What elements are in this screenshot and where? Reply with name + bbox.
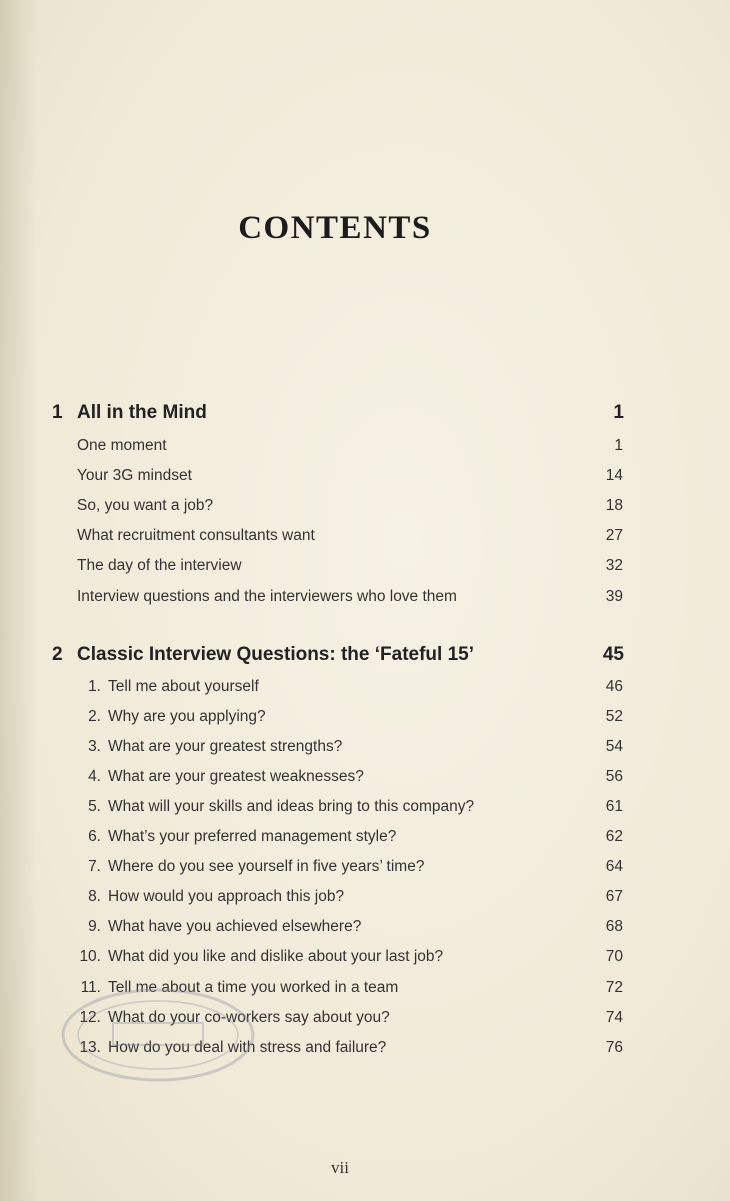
toc-entry [77, 979, 623, 1005]
entry-page: 1 [614, 437, 623, 454]
entry-title: What have you achieved elsewhere? [108, 918, 362, 935]
entry-page: 76 [605, 1039, 623, 1056]
entry-number: 8. [88, 888, 101, 905]
entry-title: Your 3G mindset [77, 467, 192, 484]
entry-page: 68 [605, 918, 623, 935]
entry-number: 12. [79, 1009, 101, 1026]
entry-title: How would you approach this job? [108, 888, 345, 905]
entry-number: 13. [79, 1039, 101, 1056]
entry-title: Where do you see yourself in five years’ time? [108, 858, 425, 875]
toc-entry [77, 678, 623, 704]
toc-entry [77, 708, 623, 734]
entry-number: 5. [88, 798, 101, 815]
entry-number: 3. [88, 738, 101, 755]
entry-number: 2. [88, 708, 101, 725]
page-number: vii [331, 1158, 349, 1177]
toc-entry [77, 948, 623, 974]
page-spine-shadow [0, 0, 38, 1201]
toc-entry [77, 437, 623, 463]
entry-title: What are your greatest weaknesses? [108, 768, 364, 785]
toc-entry [77, 798, 623, 824]
chapter-page: 1 [613, 402, 624, 423]
toc-entry [77, 527, 623, 553]
chapter-2-row [52, 644, 624, 674]
entry-page: 32 [605, 557, 623, 574]
entry-number: 7. [88, 858, 101, 875]
chapter-page: 45 [602, 644, 624, 665]
entry-title: What will your skills and ideas bring to this company? [108, 798, 475, 815]
chapter-1-row [52, 402, 624, 432]
toc-entry [77, 858, 623, 884]
entry-page: 46 [605, 678, 623, 695]
entry-title: Tell me about yourself [108, 678, 259, 695]
entry-number: 4. [88, 768, 101, 785]
entry-page: 64 [605, 858, 623, 875]
entry-page: 52 [605, 708, 623, 725]
entry-title: How do you deal with stress and failure? [108, 1039, 387, 1056]
entry-title: What do your co-workers say about you? [108, 1009, 390, 1026]
entry-page: 14 [605, 467, 623, 484]
entry-page: 18 [605, 497, 623, 514]
toc-entry [77, 1009, 623, 1035]
entry-number: 9. [88, 918, 101, 935]
toc-entry [77, 828, 623, 854]
entry-page: 39 [605, 588, 623, 605]
chapter-title: Classic Interview Questions: the ‘Fateful 15’ [77, 644, 475, 665]
entry-title: So, you want a job? [77, 497, 214, 514]
entry-page: 54 [605, 738, 623, 755]
toc-entry [77, 918, 623, 944]
chapter-title: All in the Mind [77, 402, 207, 423]
toc-entry [77, 557, 623, 583]
entry-number: 10. [79, 948, 101, 965]
entry-title: What are your greatest strengths? [108, 738, 343, 755]
toc-entry [77, 588, 623, 614]
entry-title: What’s your preferred management style? [108, 828, 397, 845]
toc-entry [77, 738, 623, 764]
contents-heading: CONTENTS [238, 210, 432, 246]
entry-page: 62 [605, 828, 623, 845]
entry-number: 11. [80, 979, 101, 996]
entry-page: 27 [605, 527, 623, 544]
entry-page: 67 [605, 888, 623, 905]
entry-page: 72 [605, 979, 623, 996]
entry-title: Tell me about a time you worked in a team [108, 979, 399, 996]
entry-page: 70 [605, 948, 623, 965]
entry-title: What recruitment consultants want [77, 527, 315, 544]
toc-entry [77, 888, 623, 914]
entry-page: 56 [605, 768, 623, 785]
toc-entry [77, 768, 623, 794]
entry-number: 6. [88, 828, 101, 845]
entry-page: 61 [605, 798, 623, 815]
toc-entry [77, 1039, 623, 1065]
toc-entry [77, 467, 623, 493]
entry-page: 74 [605, 1009, 623, 1026]
chapter-number: 1 [52, 402, 63, 423]
entry-title: One moment [77, 437, 167, 454]
entry-title: Why are you applying? [108, 708, 266, 725]
entry-number: 1. [88, 678, 101, 695]
entry-title: What did you like and dislike about your last job? [108, 948, 444, 965]
toc-entry [77, 497, 623, 523]
entry-title: Interview questions and the interviewers who love them [77, 588, 457, 605]
entry-title: The day of the interview [77, 557, 242, 574]
chapter-number: 2 [52, 644, 63, 665]
